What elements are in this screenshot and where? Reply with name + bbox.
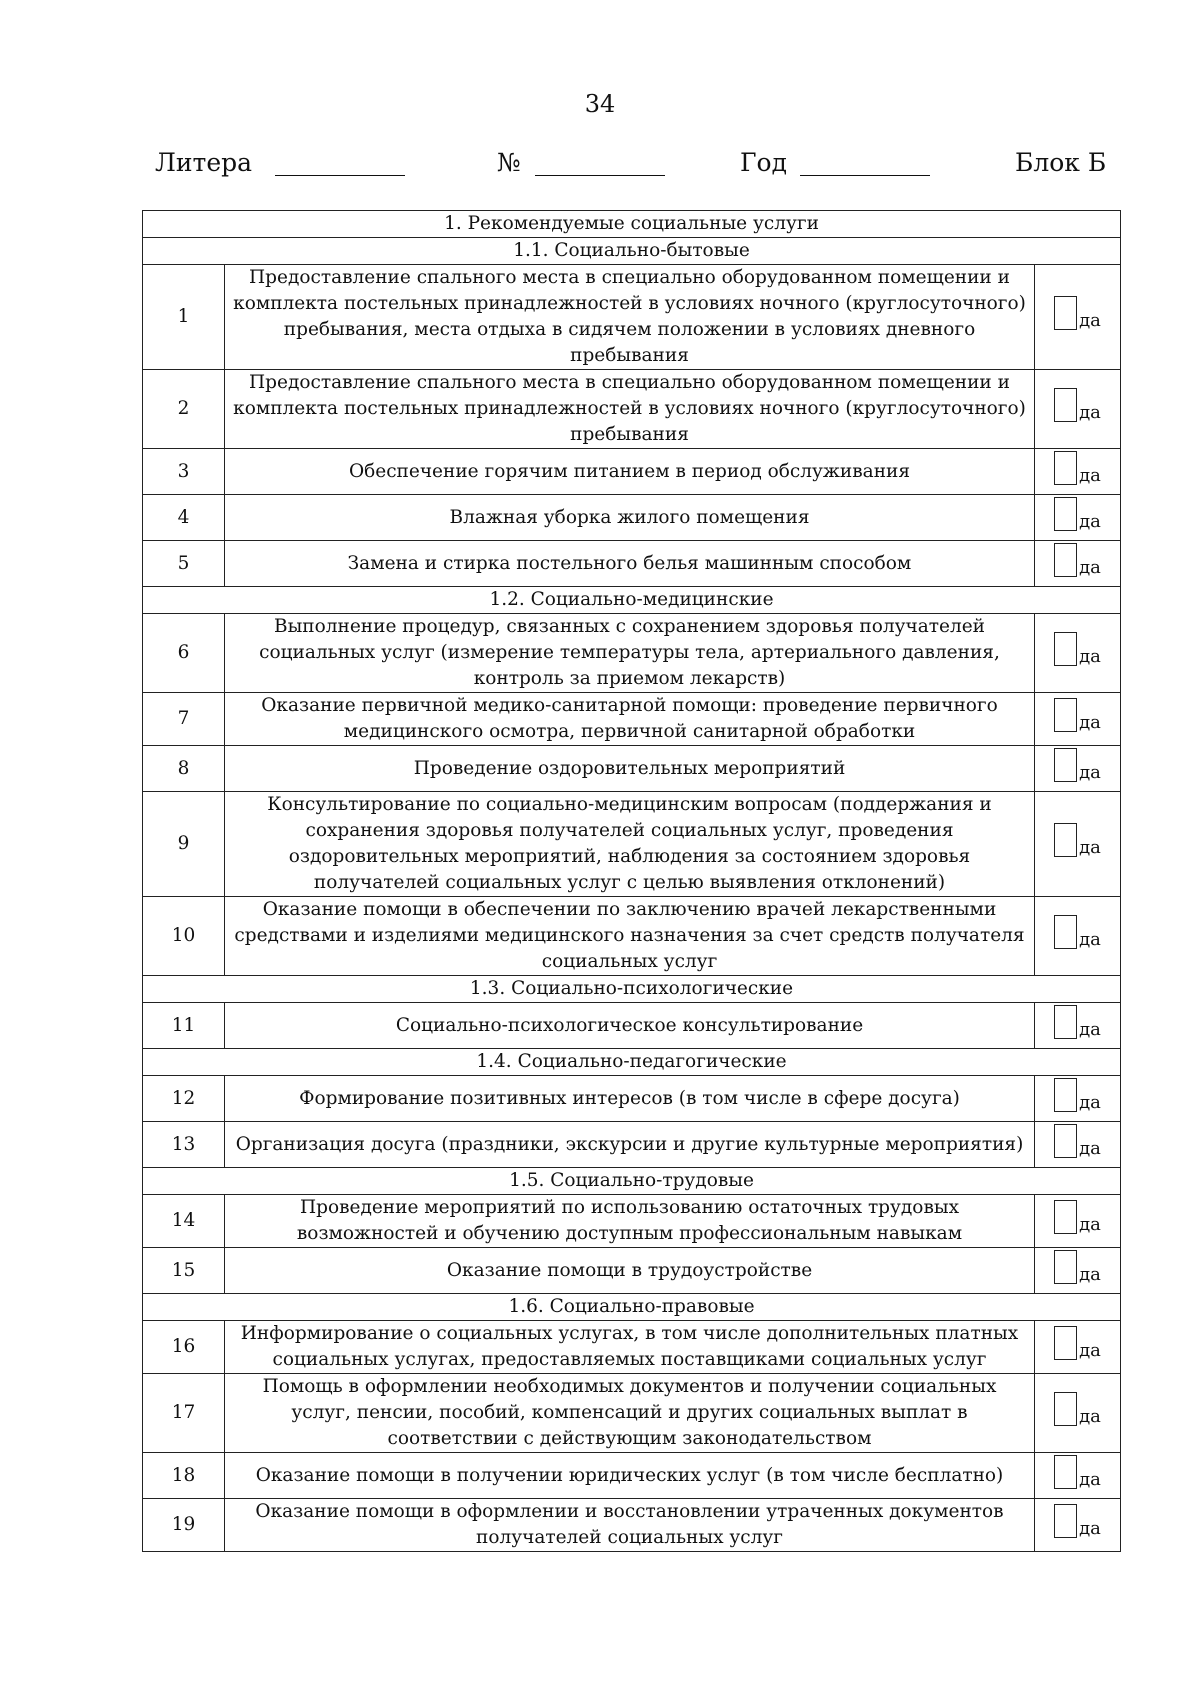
service-description: Проведение оздоровительных мероприятий	[225, 746, 1035, 792]
number-label: №	[497, 148, 521, 177]
service-number: 8	[143, 746, 225, 792]
yes-label: да	[1079, 402, 1101, 423]
yes-checkbox-group[interactable]	[1054, 1250, 1101, 1284]
service-number: 5	[143, 541, 225, 587]
service-number: 10	[143, 897, 225, 976]
section-title: 1.2. Социально-медицинские	[143, 587, 1121, 614]
service-number: 11	[143, 1003, 225, 1049]
service-number: 1	[143, 265, 225, 370]
block-label: Блок Б	[1015, 148, 1107, 177]
yes-checkbox[interactable]	[1054, 698, 1077, 732]
yes-checkbox[interactable]	[1054, 388, 1077, 422]
section-header-row	[143, 238, 1121, 265]
yes-checkbox[interactable]	[1054, 1005, 1077, 1039]
section-header-row	[143, 1294, 1121, 1321]
checkbox-cell	[1035, 897, 1121, 976]
yes-label: да	[1079, 1406, 1101, 1427]
service-row	[143, 1453, 1121, 1499]
yes-label: да	[1079, 1518, 1101, 1539]
yes-checkbox[interactable]	[1054, 1250, 1077, 1284]
service-description: Влажная уборка жилого помещения	[225, 495, 1035, 541]
yes-checkbox-group[interactable]	[1054, 632, 1101, 666]
checkbox-cell	[1035, 1321, 1121, 1374]
number-field[interactable]	[535, 175, 665, 176]
yes-label: да	[1079, 1214, 1101, 1235]
service-description: Социально-психологическое консультирование	[225, 1003, 1035, 1049]
main-section-row	[143, 211, 1121, 238]
service-description: Оказание первичной медико-санитарной помощи: проведение первичного медицинского осмотра, первичной санитарной обработки	[225, 693, 1035, 746]
section-title: 1.1. Социально-бытовые	[143, 238, 1121, 265]
service-description: Оказание помощи в получении юридических услуг (в том числе бесплатно)	[225, 1453, 1035, 1499]
checkbox-cell	[1035, 614, 1121, 693]
service-number: 14	[143, 1195, 225, 1248]
service-description: Оказание помощи в трудоустройстве	[225, 1248, 1035, 1294]
year-label: Год	[740, 148, 787, 177]
service-number: 6	[143, 614, 225, 693]
yes-checkbox[interactable]	[1054, 823, 1077, 857]
yes-checkbox-group[interactable]	[1054, 698, 1101, 732]
service-row	[143, 495, 1121, 541]
section-title: 1.5. Социально-трудовые	[143, 1168, 1121, 1195]
service-description: Оказание помощи в оформлении и восстановлении утраченных документов получателей социальных услуг	[225, 1499, 1035, 1552]
checkbox-cell	[1035, 1248, 1121, 1294]
yes-label: да	[1079, 1137, 1101, 1159]
service-description: Консультирование по социально-медицинским вопросам (поддержания и сохранения здоровья получателей социальных услуг, проведения оздоровительных мероприятий, наблюдения за состоянием здоровья получателей социальных услуг с целью выявления отклонений)	[225, 792, 1035, 897]
service-row	[143, 1076, 1121, 1122]
service-row	[143, 370, 1121, 449]
service-number: 2	[143, 370, 225, 449]
yes-label: да	[1079, 1091, 1101, 1113]
service-description: Оказание помощи в обеспечении по заключению врачей лекарственными средствами и изделиями медицинского назначения за счет средств получателя социальных услуг	[225, 897, 1035, 976]
yes-checkbox[interactable]	[1054, 1504, 1077, 1538]
yes-checkbox[interactable]	[1054, 296, 1077, 330]
service-row	[143, 1321, 1121, 1374]
yes-label: да	[1079, 761, 1101, 783]
yes-label: да	[1079, 837, 1101, 858]
service-row	[143, 897, 1121, 976]
checkbox-cell	[1035, 746, 1121, 792]
yes-label: да	[1079, 1468, 1101, 1490]
yes-label: да	[1079, 510, 1101, 532]
checkbox-cell	[1035, 1453, 1121, 1499]
service-description: Предоставление спального места в специально оборудованном помещении и комплекта постельных принадлежностей в условиях ночного (круглосуточного) пребывания, места отдыха в сидячем положении в условиях дневного пребывания	[225, 265, 1035, 370]
yes-checkbox[interactable]	[1054, 1392, 1077, 1426]
service-row	[143, 1374, 1121, 1453]
litera-label: Литера	[155, 148, 253, 177]
yes-checkbox-group[interactable]	[1054, 1504, 1101, 1538]
service-number: 16	[143, 1321, 225, 1374]
service-row	[143, 541, 1121, 587]
yes-checkbox-group[interactable]	[1054, 388, 1101, 422]
yes-checkbox[interactable]	[1054, 543, 1077, 577]
service-number: 13	[143, 1122, 225, 1168]
yes-checkbox-group[interactable]	[1054, 1326, 1101, 1360]
yes-label: да	[1079, 464, 1101, 486]
page-number: 34	[584, 90, 616, 118]
service-row	[143, 1122, 1121, 1168]
yes-label: да	[1079, 929, 1101, 950]
services-table	[142, 210, 1121, 1552]
form-header	[155, 148, 1107, 182]
yes-checkbox[interactable]	[1054, 1200, 1077, 1234]
section-header-row	[143, 587, 1121, 614]
service-row	[143, 1195, 1121, 1248]
service-description: Организация досуга (праздники, экскурсии и другие культурные мероприятия)	[225, 1122, 1035, 1168]
service-number: 3	[143, 449, 225, 495]
yes-checkbox-group[interactable]	[1054, 497, 1101, 531]
yes-label: да	[1079, 712, 1101, 733]
service-row	[143, 693, 1121, 746]
service-description: Формирование позитивных интересов (в том числе в сфере досуга)	[225, 1076, 1035, 1122]
service-row	[143, 746, 1121, 792]
checkbox-cell	[1035, 1076, 1121, 1122]
checkbox-cell	[1035, 370, 1121, 449]
yes-checkbox[interactable]	[1054, 748, 1077, 782]
yes-label: да	[1079, 556, 1101, 578]
checkbox-cell	[1035, 693, 1121, 746]
yes-label: да	[1079, 310, 1101, 331]
service-row	[143, 792, 1121, 897]
service-description: Предоставление спального места в специально оборудованном помещении и комплекта постельных принадлежностей в условиях ночного (круглосуточного) пребывания	[225, 370, 1035, 449]
yes-label: да	[1079, 1263, 1101, 1285]
yes-checkbox-group[interactable]	[1054, 915, 1101, 949]
checkbox-cell	[1035, 265, 1121, 370]
yes-checkbox-group[interactable]	[1054, 748, 1101, 782]
service-number: 9	[143, 792, 225, 897]
section-header-row	[143, 976, 1121, 1003]
yes-checkbox-group[interactable]	[1054, 1392, 1101, 1426]
yes-checkbox[interactable]	[1054, 632, 1077, 666]
yes-checkbox-group[interactable]	[1054, 1005, 1101, 1039]
service-row	[143, 614, 1121, 693]
service-description: Помощь в оформлении необходимых документов и получении социальных услуг, пенсии, пособий, компенсаций и других социальных выплат в соответствии с действующим законодательством	[225, 1374, 1035, 1453]
yes-label: да	[1079, 1018, 1101, 1040]
yes-checkbox[interactable]	[1054, 497, 1077, 531]
yes-checkbox-group[interactable]	[1054, 296, 1101, 330]
service-number: 18	[143, 1453, 225, 1499]
service-description: Замена и стирка постельного белья машинным способом	[225, 541, 1035, 587]
year-field[interactable]	[800, 175, 930, 176]
yes-checkbox[interactable]	[1054, 1124, 1077, 1158]
service-number: 7	[143, 693, 225, 746]
service-number: 15	[143, 1248, 225, 1294]
yes-checkbox[interactable]	[1054, 915, 1077, 949]
section-title: 1.4. Социально-педагогические	[143, 1049, 1121, 1076]
service-description: Обеспечение горячим питанием в период обслуживания	[225, 449, 1035, 495]
service-row	[143, 1248, 1121, 1294]
checkbox-cell	[1035, 449, 1121, 495]
yes-checkbox-group[interactable]	[1054, 1200, 1101, 1234]
checkbox-cell	[1035, 792, 1121, 897]
checkbox-cell	[1035, 495, 1121, 541]
litera-field[interactable]	[275, 175, 405, 176]
checkbox-cell	[1035, 541, 1121, 587]
section-header-row	[143, 1049, 1121, 1076]
section-header-row	[143, 1168, 1121, 1195]
checkbox-cell	[1035, 1499, 1121, 1552]
yes-checkbox-group[interactable]	[1054, 451, 1101, 485]
service-number: 4	[143, 495, 225, 541]
checkbox-cell	[1035, 1003, 1121, 1049]
yes-checkbox[interactable]	[1054, 1078, 1077, 1112]
yes-checkbox-group[interactable]	[1054, 543, 1101, 577]
yes-checkbox[interactable]	[1054, 451, 1077, 485]
yes-checkbox-group[interactable]	[1054, 1124, 1101, 1158]
yes-label: да	[1079, 646, 1101, 667]
section-title: 1.3. Социально-психологические	[143, 976, 1121, 1003]
service-row	[143, 265, 1121, 370]
yes-checkbox-group[interactable]	[1054, 1078, 1101, 1112]
service-number: 12	[143, 1076, 225, 1122]
yes-checkbox-group[interactable]	[1054, 1455, 1101, 1489]
service-row	[143, 1003, 1121, 1049]
service-row	[143, 449, 1121, 495]
service-row	[143, 1499, 1121, 1552]
service-number: 17	[143, 1374, 225, 1453]
checkbox-cell	[1035, 1195, 1121, 1248]
checkbox-cell	[1035, 1122, 1121, 1168]
service-description: Выполнение процедур, связанных с сохранением здоровья получателей социальных услуг (измерение температуры тела, артериального давления, контроль за приемом лекарств)	[225, 614, 1035, 693]
section-title: 1.6. Социально-правовые	[143, 1294, 1121, 1321]
service-description: Информирование о социальных услугах, в том числе дополнительных платных социальных услугах, предоставляемых поставщиками социальных услуг	[225, 1321, 1035, 1374]
service-description: Проведение мероприятий по использованию остаточных трудовых возможностей и обучению доступным профессиональным навыкам	[225, 1195, 1035, 1248]
yes-checkbox-group[interactable]	[1054, 823, 1101, 857]
main-section-title: 1. Рекомендуемые социальные услуги	[143, 211, 1121, 238]
yes-checkbox[interactable]	[1054, 1326, 1077, 1360]
yes-checkbox[interactable]	[1054, 1455, 1077, 1489]
checkbox-cell	[1035, 1374, 1121, 1453]
service-number: 19	[143, 1499, 225, 1552]
yes-label: да	[1079, 1340, 1101, 1361]
